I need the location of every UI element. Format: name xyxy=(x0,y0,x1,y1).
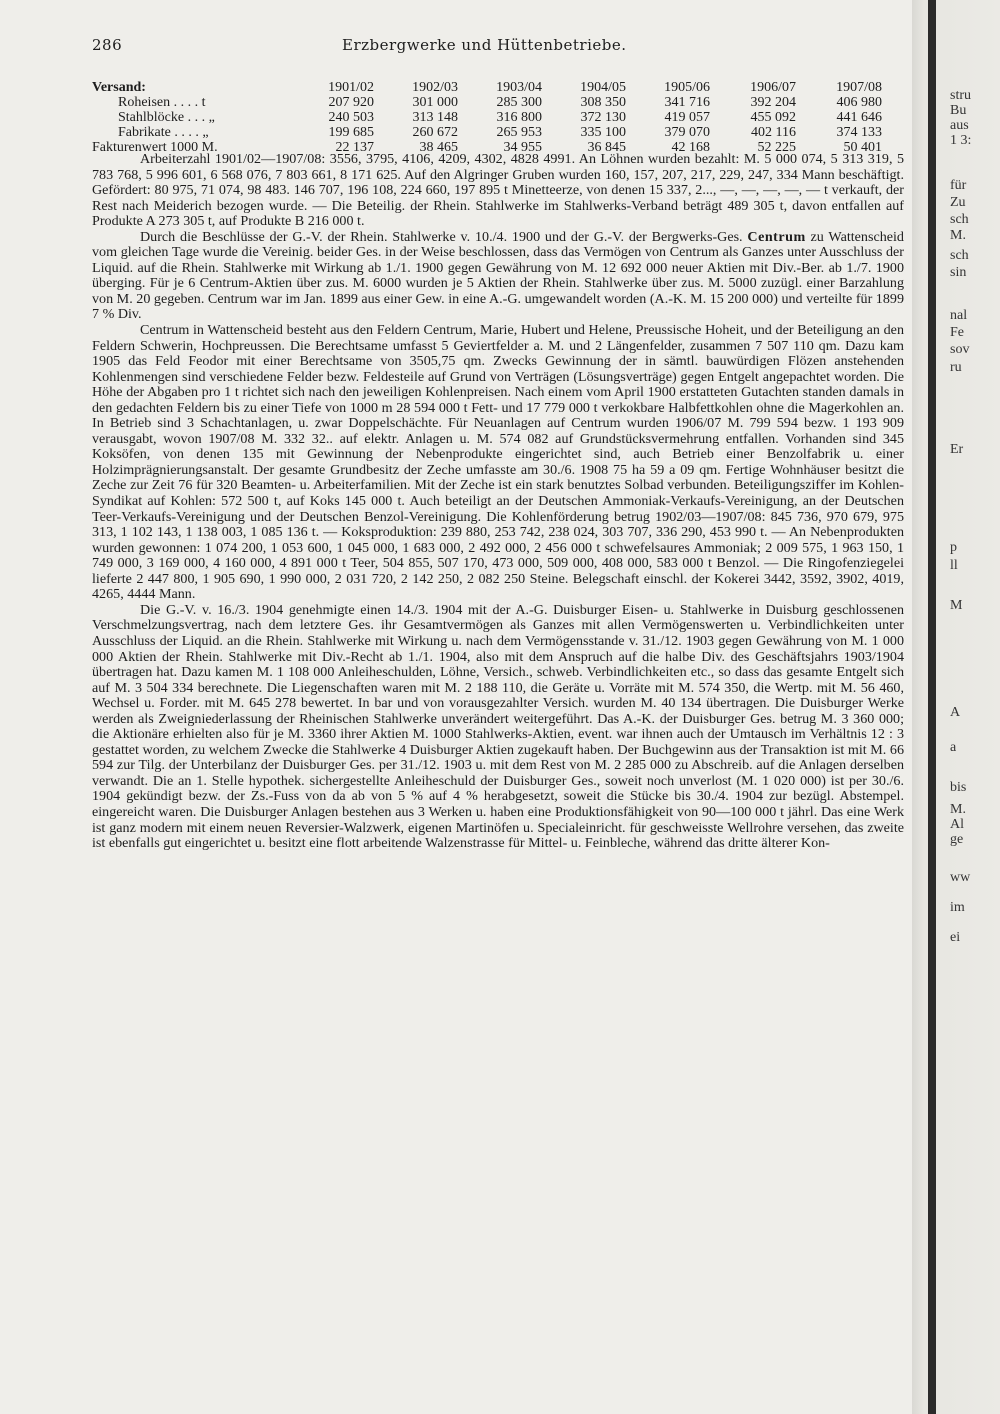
table-cell: 316 800 xyxy=(496,110,542,125)
fragment: a xyxy=(950,740,957,755)
fragment: p xyxy=(950,540,957,555)
table-cell: 402 116 xyxy=(751,125,796,140)
fragment: im xyxy=(950,900,965,915)
fragment: Er xyxy=(950,442,964,457)
table-cell: 455 092 xyxy=(750,110,796,125)
fragment: sch xyxy=(950,248,969,263)
table-cell: 379 070 xyxy=(664,125,710,140)
row-label: Fakturenwert 1000 M. xyxy=(92,140,218,155)
table-cell: 38 465 xyxy=(419,140,458,155)
fragment: Fe xyxy=(950,325,964,340)
table-cell: 335 100 xyxy=(580,125,626,140)
table-cell: 341 716 xyxy=(664,95,710,110)
fragment: M xyxy=(950,598,963,613)
fragment: Bu xyxy=(950,103,967,118)
text-run: Durch die Beschlüsse der G.-V. der Rhein. Stahlwerke v. 10./4. 1900 und der G.-V. der Bergwerks-Ges. xyxy=(140,228,748,245)
fragment: M. xyxy=(950,802,966,817)
fragment: sin xyxy=(950,265,967,280)
paragraph-duisburg-merger: Die G.-V. v. 16./3. 1904 genehmigte einen 14./3. 1904 mit der A.-G. Duisburger Eisen- u. Stahlwerke in Duisburg geschlossenen Verschmelzungsvertrag, nach dem letztere Ges. ihr Gesamtvermögen als Ganzes mit allen Vermögenswerten u. Verbindlichkeiten unter Ausschluss der Liquid. an die Rhein. Stahlwerke mit Wirkung u. nach dem Vermögensstande v. 31./12. 1903 gegen Gewährung von M. 1 000 000 Aktien der Rhein. Stahlwerke mit Div.-Recht ab 1./1. 1904, also mit dem Anspruch auf die halbe Div. des Geschäftsjahrs 1903/1904 übertragen hat. Dazu kamen M. 1 108 000 Anleiheschulden, Löhne, Versich., schweb. Verbindlichkeiten etc., so dass das gesamte Entgelt sich auf M. 3 504 334 berechnete. Die Liegenschaften waren mit M. 2 188 110, die Geräte u. Vorräte mit M. 574 350, die Wertp. mit M. 56 460, Wechsel u. Forder. mit M. 645 278 bewertet. In bar und von vorausgezahlter Versich. wurden M. 40 134 übertragen. Die Duisburger Werke werden als Zweigniederlassung der Rheinischen Stahlwerke unverändert weitergeführt. Das A.-K. der Duisburger Ges. betrug M. 3 360 000; die Aktionäre erhielten also für je M. 3360 ihrer Aktien M. 1000 Stahlwerks-Aktien, event. war ihnen auch der Umtausch im Verhältnis 12 : 3 gestattet worden, zu welchem Zwecke die Stahlwerke 4 Duisburger Aktien zugekauft haben. Der Buchgewinn aus der Transaktion ist mit M. 66 594 zur Tilg. der Unterbilanz der Duisburger Ges. per 31./12. 1903 u. mit dem Rest von M. 2 285 000 zu Abschreib. auf die Anlagen derselben verwandt. Die an 1. Stelle hypothek. sichergestellte Anleiheschuld der Duisburger Ges., soweit noch unverlost (M. 1 020 000) ist per 30./6. 1904 gekündigt bezw. der Zs.-Fuss von da ab von 5 % auf 4 % herabgesetzt, soweit die Stücke bis 30./4. 1904 zur bezügl. Abstempel. eingereicht waren. Die Duisburger Anlagen bestehen aus 3 Werken u. haben eine Produktionsfähigkeit von 90—100 000 t jährl. Das eine Werk ist ganz modern mit einem neuen Reversier-Walzwerk, eigenen Martinöfen u. Specialeinricht. für geschweisste Wellrohre versehen, das zweite ist ebenfalls gut eingerichtet u. besitzt eine flott arbeitende Walzenstrasse für Mittel- u. Feinbleche, während das dritte älterer Kon- xyxy=(92,601,904,852)
fragment: ei xyxy=(950,930,961,945)
paragraph-centrum-details: Centrum in Wattenscheid besteht aus den Feldern Centrum, Marie, Hubert und Helene, Preussische Hoheit, und der Beteiligung an den Feldern Schwerin, Hochpreussen. Die Berechtsame umfasst 5 Geviertfelder a. M. und 2 Längenfelder, zusammen 7 507 110 qm. Dazu kam 1905 das Feld Feodor mit einer Berechtsame von 3505,75 qm. Zwecks Gewinnung der in sämtl. bauwürdigen Flözen anstehenden Kohlenmengen sind verschiedene Felder bezw. Feldesteile auf Grund von Verträgen (Lösungsverträge) gegen Entgelt angepachtet worden. Die Höhe der Abgaben pro 1 t richtet sich nach den jeweiligen Kohlenpreisen. Nach einem vom April 1900 erstatteten Gutachten standen damals in den gedachten Feldern bis zu einer Tiefe von 1000 m 28 594 000 t Fett- und 17 779 000 t verkokbare Halbfettkohlen ohne die Magerkohlen an. In Betrieb sind 3 Schachtanlagen, u. zwar Doppelschächte. Für Neuanlagen auf Centrum wurden 1906/07 M. 799 594 bezw. 1 193 909 verausgabt, wovon 1907/08 M. 332 32.. auf elektr. Anlagen u. M. 574 082 auf Grundstücksvermehrung entfallen. Vorhanden sind 345 Koksöfen, von denen 135 mit Gewinnung der Nebenprodukte eingerichtet sind, auch Betrieb einer Benzolfabrik u. einer Holzimprägnierungsanstalt. Der gesamte Grundbesitz der Zeche umfasste am 30./6. 1908 75 ha 59 a 09 qm. Fertige Wohnhäuser besitzt die Zeche zur Zeit 76 für 320 Beamten- u. Arbeiterfamilien. Mit der Zeche ist ein stark benutztes Solbad verbunden. Beteiligungsziffer im Kohlen-Syndikat auf Kohlen: 572 500 t, auf Koks 145 000 t. Auch beteiligt an der Deutschen Ammoniak-Verkaufs-Vereinigung, an der Deutschen Teer-Verkaufs-Vereinigung und der Deutschen Benzol-Vereinigung. Die Kohlenförderung betrug 1902/03—1907/08: 845 736, 970 679, 975 313, 1 102 143, 1 138 003, 1 085 136 t. — Koksproduktion: 239 880, 253 742, 238 024, 303 707, 336 290, 453 990 t. — An Nebenprodukten wurden gewonnen: 1 074 200, 1 053 600, 1 045 000, 1 683 000, 2 492 000, 2 456 000 t schwefelsaures Ammoniak; 2 009 575, 1 963 150, 1 749 000, 3 169 000, 4 160 000, 4 891 000 t Teer, 504 855, 507 170, 473 000, 509 000, 408 000, 583 000 t Benzol. — Die Ringofenziegelei lieferte 2 447 800, 1 905 690, 1 990 000, 2 031 720, 2 142 250, 2 082 250 Steine. Belegschaft einschl. der Kokerei 3442, 3592, 3902, 4019, 4265, 4444 Mann. xyxy=(92,322,904,603)
year-header: 1906/07 xyxy=(750,80,796,95)
row-label: Stahlblöcke . . . „ xyxy=(118,110,215,125)
table-row xyxy=(92,95,912,110)
table-cell: 419 057 xyxy=(664,110,710,125)
year-header: 1902/03 xyxy=(412,80,458,95)
fragment: ru xyxy=(950,360,962,375)
year-header: 1901/02 xyxy=(328,80,374,95)
fragment: nal xyxy=(950,308,968,323)
page-header xyxy=(92,36,912,56)
table-cell: 313 148 xyxy=(412,110,458,125)
table-row xyxy=(92,110,912,125)
table-cell: 199 685 xyxy=(328,125,374,140)
table-cell: 285 300 xyxy=(496,95,542,110)
text-run: zu Wattenscheid vom gleichen Tage wurde die Vereinig. beider Ges. in der Weise beschlossen, dass das Vermögen von Centrum als Ganzes unter Ausschluss der Liquid. auf die Rhein. Stahlwerke mit Wirkung ab 1./1. 1900 gegen Gewährung von M. 12 692 000 neuer Aktien mit Div.-Ber. ab 1./7. 1900 überging. Für je 6 Centrum-Aktien über zus. M. 6000 wurden je 5 Aktien der Rhein. Stahlwerke über zus. M. 5000 zuzügl. einer Barzahlung von M. 20 gegeben. Centrum war im Jan. 1899 aus einer Gew. in eine A.-G. umgewandelt worden (A.-K. M. 15 200 000) und verteilte für 1899 7 % Div. xyxy=(92,228,904,323)
table-cell: 52 225 xyxy=(757,140,796,155)
paragraph-merger-centrum xyxy=(92,230,904,323)
year-header: 1907/08 xyxy=(836,80,882,95)
table-cell: 22 137 xyxy=(335,140,374,155)
table-cell: 34 955 xyxy=(503,140,542,155)
page-number: 286 xyxy=(92,36,123,54)
fragment: Zu xyxy=(950,195,966,210)
binding-shadow xyxy=(928,0,936,1414)
fragment: bis xyxy=(950,780,967,795)
fragment: sov xyxy=(950,342,970,357)
table-cell: 406 980 xyxy=(836,95,882,110)
body-text xyxy=(92,152,904,852)
year-header: 1905/06 xyxy=(664,80,710,95)
fragment: stru xyxy=(950,88,971,103)
year-header: 1904/05 xyxy=(580,80,626,95)
table-label: Versand: xyxy=(92,80,146,95)
year-header: 1903/04 xyxy=(496,80,542,95)
fragment: sch xyxy=(950,212,969,227)
table-cell: 42 168 xyxy=(671,140,710,155)
fragment: ll xyxy=(950,558,958,573)
paragraph-workers: Arbeiterzahl 1901/02—1907/08: 3556, 3795, 4106, 4209, 4302, 4828 4991. An Löhnen wurden bezahlt: M. 5 000 074, 5 313 319, 5 783 768, 5 996 601, 6 568 076, 7 803 661, 8 171 625. Auf den Algringer Gruben wurden 160, 157, 207, 217, 229, 247, 334 Mann beschäftigt. Gefördert: 80 975, 71 074, 98 483. 146 707, 196 108, 224 660, 197 895 t Minetteerze, von denen 15 337, 2..., —, —, —, —, — t verkauft, der Rest nach Meiderich bezogen wurde. — Die Beteilig. der Rhein. Stahlwerke im Stahlwerks-Verband beträgt 489 305 t, davon entfallen auf Produkte A 273 305 t, auf Produkte B 216 000 t. xyxy=(92,151,904,230)
table-cell: 392 204 xyxy=(750,95,796,110)
fragment: für xyxy=(950,178,967,193)
row-label: Roheisen . . . . t xyxy=(118,95,206,110)
table-cell: 372 130 xyxy=(580,110,626,125)
table-cell: 265 953 xyxy=(496,125,542,140)
fragment: ge xyxy=(950,832,964,847)
shipment-table xyxy=(92,80,912,155)
table-cell: 207 920 xyxy=(328,95,374,110)
table-cell: 374 133 xyxy=(836,125,882,140)
table-cell: 441 646 xyxy=(836,110,882,125)
page-title: Erzbergwerke und Hüttenbetriebe. xyxy=(342,36,627,54)
table-row xyxy=(92,125,912,140)
table-cell: 301 000 xyxy=(412,95,458,110)
fragment: aus xyxy=(950,118,969,133)
table-cell: 308 350 xyxy=(580,95,626,110)
fragment: 1 3: xyxy=(950,133,972,148)
table-cell: 260 672 xyxy=(412,125,458,140)
fragment: A xyxy=(950,705,961,720)
company-name: Centrum xyxy=(747,228,806,245)
table-cell: 36 845 xyxy=(587,140,626,155)
table-header-row xyxy=(92,80,912,95)
fragment: M. xyxy=(950,228,966,243)
table-cell: 240 503 xyxy=(328,110,374,125)
fragment: ww xyxy=(950,870,971,885)
row-label: Fabrikate . . . . „ xyxy=(118,125,209,140)
table-cell: 50 401 xyxy=(843,140,882,155)
fragment: Al xyxy=(950,817,964,832)
